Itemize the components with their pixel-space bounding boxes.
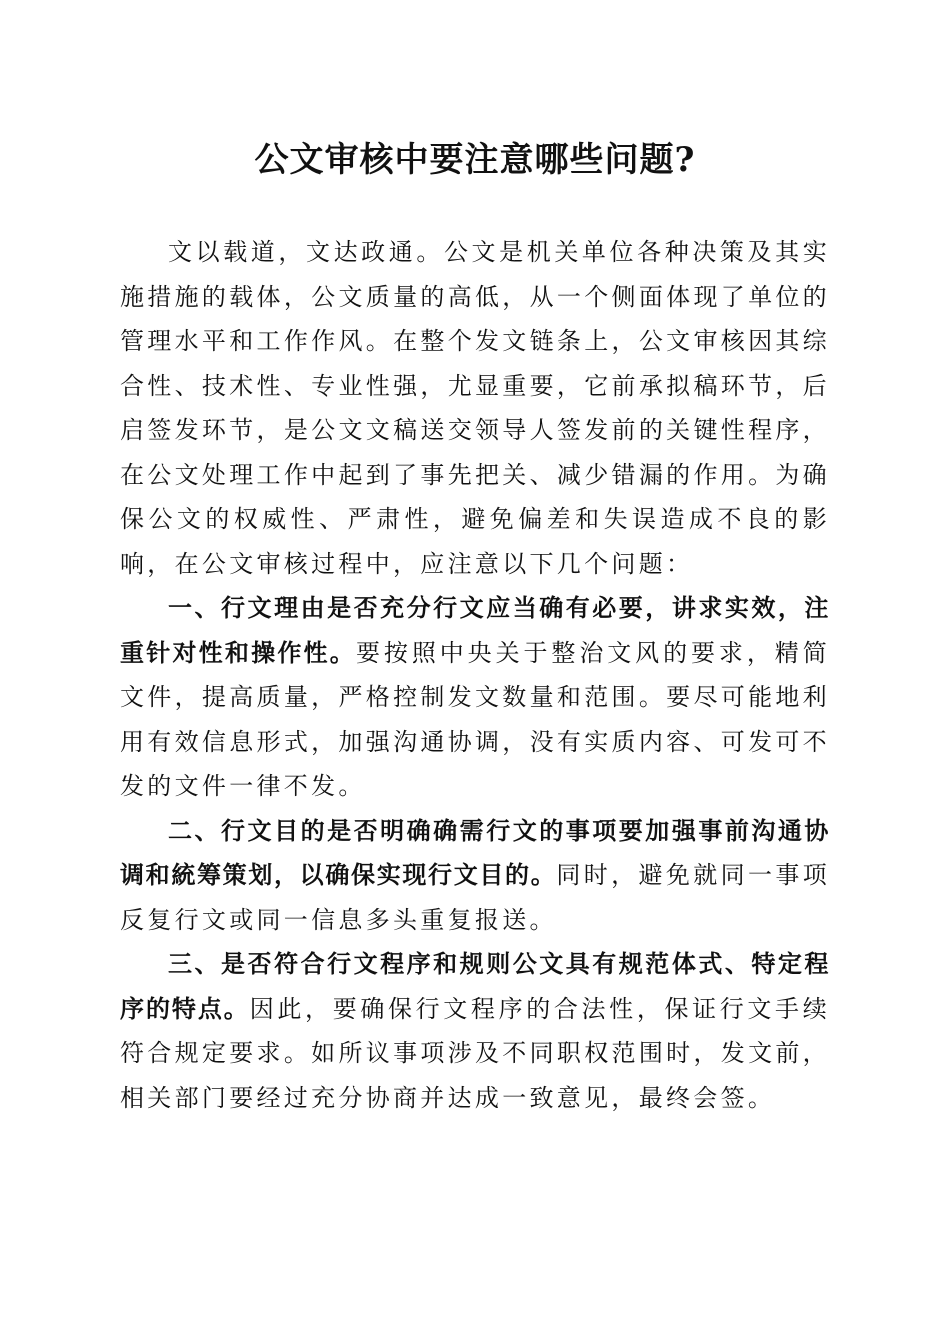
section-1-heading: 一、行文理由是否充分行文应当确有必要，讲求实效，注重针对性和操作性。 (120, 594, 830, 667)
document-body (120, 230, 830, 1120)
section-2-text: 同时，避免就同一事项反复行文或同一信息多头重复报送。 (120, 861, 830, 934)
section-3-text: 因此，要确保行文程序的合法性，保证行文手续符合规定要求。如所议事项涉及不同职权范围时，发文前，相关部门要经过充分协商并达成一致意见，最终会签。 (120, 994, 830, 1112)
section-1-paragraph (120, 586, 830, 809)
section-3-heading: 三、是否符合行文程序和规则公文具有规范体式、特定程序的特点。 (120, 950, 830, 1023)
section-2-paragraph (120, 809, 830, 943)
document-title: 公文审核中要注意哪些问题? (254, 140, 696, 180)
section-2-heading: 二、行文目的是否明确确需行文的事项要加强事前沟通协调和統筹策划，以确保实现行文目的。 (120, 816, 830, 889)
section-1-text: 要按照中央关于整治文风的要求，精简文件，提高质量，严格控制发文数量和范围。要尽可能地利用有效信息形式，加强沟通协调，没有实质内容、可发可不发的文件一律不发。 (120, 638, 830, 800)
intro-paragraph: 文以载道，文达政通。公文是机关单位各种决策及其实施措施的载体，公文质量的高低，从一个侧面体现了单位的管理水平和工作作风。在整个发文链条上，公文审核因其综合性、技术性、专业性强，尤显重要，它前承拟稿环节，后启签发环节，是公文文稿送交领导人签发前的关键性程序，在公文处理工作中起到了事先把关、减少错漏的作用。为确保公文的权威性、严肃性，避免偏差和失误造成不良的影响，在公文审核过程中，应注意以下几个问题： (120, 238, 830, 578)
section-3-paragraph (120, 942, 830, 1120)
